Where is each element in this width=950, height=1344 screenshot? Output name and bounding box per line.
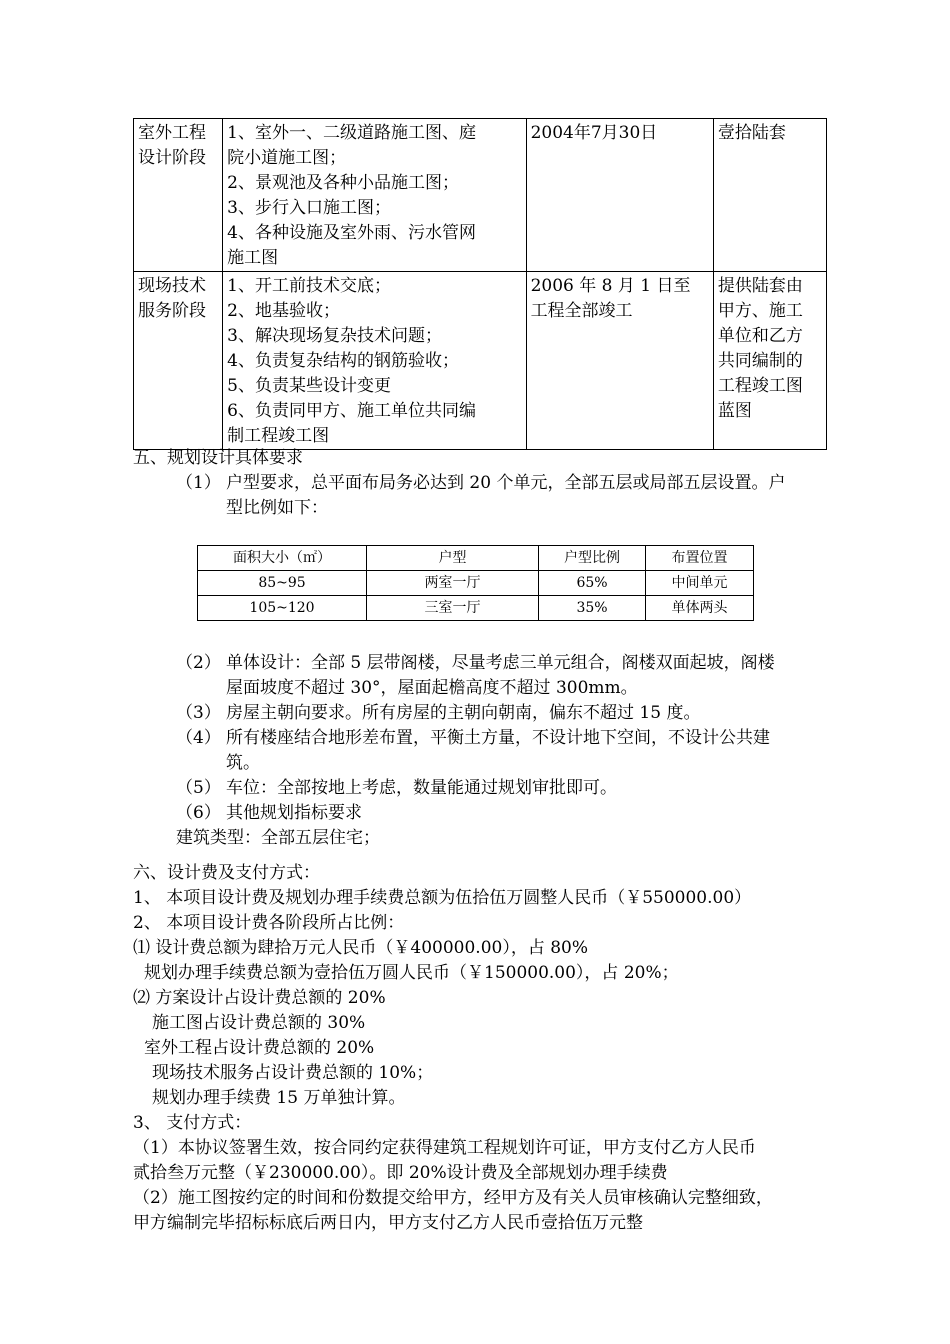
paragraph-line: 建筑类型：全部五层住宅； — [176, 828, 380, 848]
content-line: 3、解决现场复杂技术问题； — [227, 326, 442, 346]
paragraph-line: 贰拾叁万元整（￥230000.00）。即 20%设计费及全部规划办理手续费 — [133, 1163, 668, 1183]
time-line: 工程全部竣工 — [530, 301, 633, 321]
paragraph-line: 车位：全部按地上考虑，数量能通过规划审批即可。 — [226, 778, 617, 798]
stage-cell — [134, 272, 223, 450]
copies-line: 共同编制的 — [717, 351, 803, 371]
time-cell — [526, 272, 713, 450]
design-stage-table — [133, 118, 827, 450]
copies-line: 甲方、施工 — [717, 301, 803, 321]
content-line: 1、室外一、二级道路施工图、庭 — [227, 123, 476, 143]
content-line: 4、负责复杂结构的钢筋验收； — [227, 351, 459, 371]
content-line: 制工程竣工图 — [227, 426, 330, 446]
paragraph-line: 户型要求，总平面布局务必达到 20 个单元，全部五层或局部五层设置。户 — [226, 473, 786, 493]
paragraph-line: ⑵ 方案设计占设计费总额的 20% — [133, 988, 386, 1008]
time-line: 2004年7月30日 — [530, 123, 658, 143]
paragraph-line: 甲方编制完毕招标标底后两日内，甲方支付乙方人民币壹拾伍万元整 — [133, 1213, 643, 1233]
table-row — [198, 596, 754, 621]
table-cell: 单体两头 — [646, 596, 754, 621]
content-line: 院小道施工图； — [227, 148, 347, 168]
table-cell: 中间单元 — [646, 571, 754, 596]
table-cell: 105~120 — [198, 596, 367, 621]
paragraph-line: 房屋主朝向要求。所有房屋的主朝向朝南，偏东不超过 15 度。 — [226, 703, 701, 723]
time-cell — [526, 119, 713, 272]
paragraph-line: 现场技术服务占设计费总额的 10%； — [152, 1063, 434, 1083]
table-row — [134, 119, 827, 272]
table-cell: 35% — [539, 596, 646, 621]
content-line: 1、开工前技术交底； — [227, 276, 391, 296]
copies-line: 工程竣工图 — [717, 376, 803, 396]
paragraph-line: 型比例如下： — [226, 498, 328, 518]
table-cell: 两室一厅 — [367, 571, 539, 596]
table-row — [134, 272, 827, 450]
section-heading: 五、规划设计具体要求 — [133, 448, 303, 468]
paragraph-line: 规划办理手续费总额为壹拾伍万圆人民币（￥150000.00），占 20%； — [144, 963, 679, 983]
copies-cell — [713, 272, 826, 450]
content-line: 3、步行入口施工图； — [227, 198, 391, 218]
paragraph-line: 室外工程占设计费总额的 20% — [144, 1038, 375, 1058]
time-line: 2006 年 8 月 1 日至 — [530, 276, 691, 296]
paragraph-line: （2）施工图按约定的时间和份数提交给甲方，经甲方及有关人员审核确认完整细致， — [133, 1188, 773, 1208]
stage-line: 现场技术 — [138, 276, 206, 296]
paragraph-line: 施工图占设计费总额的 30% — [152, 1013, 366, 1033]
item-number: （2） — [176, 653, 221, 673]
column-header: 布置位置 — [646, 546, 754, 571]
item-number: （4） — [176, 728, 221, 748]
paragraph-line: 3、 支付方式： — [133, 1113, 252, 1133]
table-row — [198, 571, 754, 596]
table-cell: 65% — [539, 571, 646, 596]
content-line: 2、地基验收； — [227, 301, 340, 321]
stage-line: 设计阶段 — [138, 148, 206, 168]
column-header: 面积大小（㎡） — [198, 546, 367, 571]
paragraph-line: 1、 本项目设计费及规划办理手续费总额为伍拾伍万圆整人民币（￥550000.00） — [133, 888, 752, 908]
stage-line: 服务阶段 — [138, 301, 206, 321]
paragraph-line: （1）本协议签署生效，按合同约定获得建筑工程规划许可证，甲方支付乙方人民币 — [133, 1138, 756, 1158]
copies-line: 蓝图 — [717, 401, 752, 421]
copies-line: 单位和乙方 — [717, 326, 803, 346]
content-line: 6、负责同甲方、施工单位共同编 — [227, 401, 476, 421]
column-header: 户型比例 — [539, 546, 646, 571]
table-header-row — [198, 546, 754, 571]
column-header: 户型 — [367, 546, 539, 571]
table-cell: 85~95 — [198, 571, 367, 596]
content-cell — [223, 119, 526, 272]
item-number: （3） — [176, 703, 221, 723]
item-number: （5） — [176, 778, 221, 798]
content-line: 2、景观池及各种小品施工图； — [227, 173, 459, 193]
section-heading: 六、设计费及支付方式： — [133, 863, 320, 883]
paragraph-line: ⑴ 设计费总额为肆拾万元人民币（￥400000.00），占 80% — [133, 938, 589, 958]
item-number: （6） — [176, 803, 221, 823]
copies-line: 壹拾陆套 — [717, 123, 786, 143]
paragraph-line: 所有楼座结合地形差布置，平衡土方量，不设计地下空间，不设计公共建 — [226, 728, 770, 748]
copies-line: 提供陆套由 — [717, 276, 803, 296]
stage-cell — [134, 119, 223, 272]
paragraph-line: 2、 本项目设计费各阶段所占比例： — [133, 913, 405, 933]
unit-ratio-table — [197, 545, 754, 621]
content-line: 4、各种设施及室外雨、污水管网 — [227, 223, 476, 243]
stage-line: 室外工程 — [138, 123, 206, 143]
content-line: 施工图 — [227, 248, 279, 268]
paragraph-line: 屋面坡度不超过 30°，屋面起檐高度不超过 300mm。 — [226, 678, 638, 698]
copies-cell — [713, 119, 826, 272]
content-cell — [223, 272, 526, 450]
paragraph-line: 其他规划指标要求 — [226, 803, 362, 823]
paragraph-line: 筑。 — [226, 753, 260, 773]
table-cell: 三室一厅 — [367, 596, 539, 621]
paragraph-line: 单体设计：全部 5 层带阁楼，尽量考虑三单元组合，阁楼双面起坡，阁楼 — [226, 653, 775, 673]
content-line: 5、负责某些设计变更 — [227, 376, 391, 396]
paragraph-line: 规划办理手续费 15 万单独计算。 — [152, 1088, 406, 1108]
item-number: （1） — [176, 473, 221, 493]
